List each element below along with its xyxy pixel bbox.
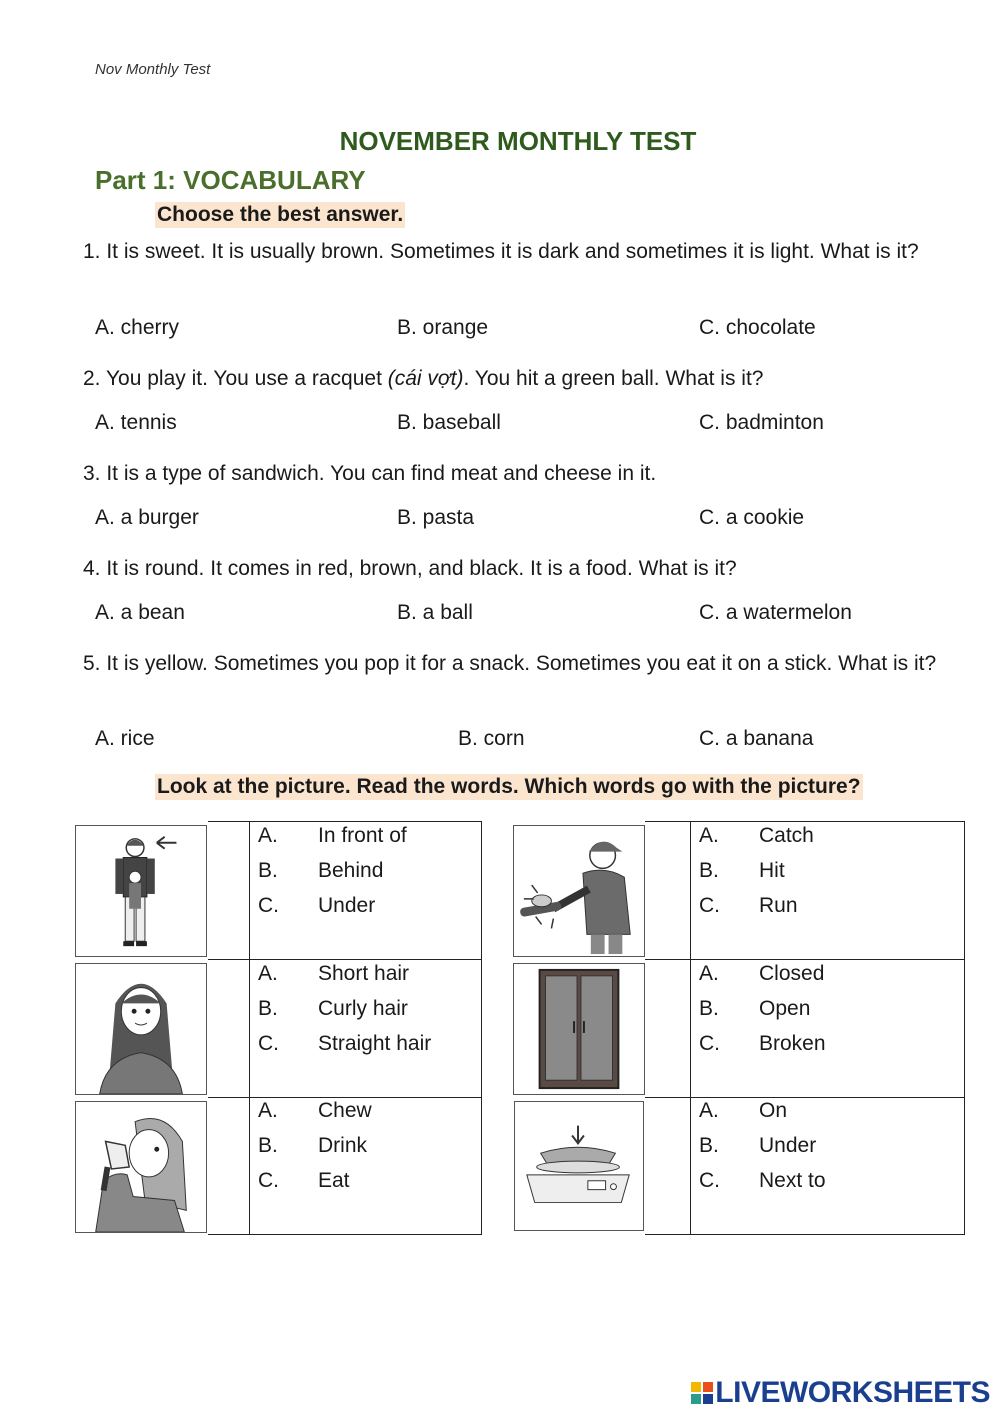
answer-6-a[interactable]: On bbox=[759, 1099, 788, 1122]
picture-on-scale bbox=[514, 1101, 644, 1231]
q5-option-b[interactable]: B. corn bbox=[458, 727, 525, 750]
answer-5-letter-c: C. bbox=[258, 1169, 279, 1192]
question-5-text: 5. It is yellow. Sometimes you pop it for a snack. Sometimes you eat it on a stick. What is it? bbox=[83, 652, 937, 675]
answer-5-b[interactable]: Drink bbox=[318, 1134, 368, 1157]
q2-option-a[interactable]: A. tennis bbox=[95, 411, 177, 434]
question-1-text: 1. It is sweet. It is usually brown. Sometimes it is dark and sometimes it is light. What is it? bbox=[83, 240, 919, 263]
answer-2-c[interactable]: Run bbox=[759, 894, 798, 917]
answer-2-b[interactable]: Hit bbox=[759, 859, 785, 882]
answer-4-letter-c: C. bbox=[699, 1032, 720, 1055]
answer-5-a[interactable]: Chew bbox=[318, 1099, 372, 1122]
answer-6-letter-a: A. bbox=[699, 1099, 719, 1122]
answer-6-letter-c: C. bbox=[699, 1169, 720, 1192]
q1-option-a[interactable]: A. cherry bbox=[95, 316, 180, 339]
answer-4-b[interactable]: Open bbox=[759, 997, 811, 1020]
answer-5-c[interactable]: Eat bbox=[318, 1169, 350, 1192]
answer-1-letter-b: B. bbox=[258, 859, 278, 882]
q5-option-c[interactable]: C. a banana bbox=[699, 727, 814, 750]
instruction-picture: Look at the picture. Read the words. Which words go with the picture? bbox=[157, 775, 861, 798]
answer-1-letter-c: C. bbox=[258, 894, 279, 917]
answer-3-c[interactable]: Straight hair bbox=[318, 1032, 432, 1055]
q3-option-c[interactable]: C. a cookie bbox=[699, 506, 805, 529]
picture-closed-wardrobe bbox=[513, 963, 645, 1095]
part-title: Part 1: VOCABULARY bbox=[95, 165, 366, 195]
answer-4-letter-a: A. bbox=[699, 962, 719, 985]
answer-1-c[interactable]: Under bbox=[318, 894, 376, 917]
header-note: Nov Monthly Test bbox=[95, 61, 211, 78]
q2-text-before: 2. You play it. You use a racquet bbox=[83, 367, 388, 390]
answer-2-letter-c: C. bbox=[699, 894, 720, 917]
answer-4-c[interactable]: Broken bbox=[759, 1032, 826, 1055]
answer-2-letter-b: B. bbox=[699, 859, 719, 882]
liveworksheets-logo-icon bbox=[691, 1378, 713, 1400]
picture-straight-hair bbox=[75, 963, 207, 1095]
liveworksheets-logo[interactable] bbox=[691, 1376, 990, 1410]
q1-option-c[interactable]: C. chocolate bbox=[699, 316, 816, 339]
q4-option-c[interactable]: C. a watermelon bbox=[699, 601, 852, 624]
answer-6-letter-b: B. bbox=[699, 1134, 719, 1157]
q3-option-a[interactable]: A. a burger bbox=[95, 506, 199, 529]
question-3-text: 3. It is a type of sandwich. You can find meat and cheese in it. bbox=[83, 462, 657, 485]
picture-drinking bbox=[75, 1101, 207, 1233]
q2-option-c[interactable]: C. badminton bbox=[699, 411, 824, 434]
answer-4-letter-b: B. bbox=[699, 997, 719, 1020]
answer-3-a[interactable]: Short hair bbox=[318, 962, 410, 985]
q3-option-b[interactable]: B. pasta bbox=[397, 506, 475, 529]
answer-2-a[interactable]: Catch bbox=[759, 824, 814, 847]
answer-2-letter-a: A. bbox=[699, 824, 719, 847]
q2-text-italic: (cái vợt) bbox=[387, 367, 464, 390]
page-title: NOVEMBER MONTHLY TEST bbox=[339, 126, 697, 156]
q2-text-after: . You hit a green ball. What is it? bbox=[463, 367, 764, 390]
answer-3-b[interactable]: Curly hair bbox=[318, 997, 408, 1020]
q4-option-b[interactable]: B. a ball bbox=[397, 601, 473, 624]
question-4-text: 4. It is round. It comes in red, brown, and black. It is a food. What is it? bbox=[83, 557, 737, 580]
liveworksheets-logo-text: LIVEWORKSHEETS bbox=[715, 1376, 990, 1409]
instruction-choose: Choose the best answer. bbox=[157, 203, 404, 226]
answer-1-letter-a: A. bbox=[258, 824, 278, 847]
picture-in-front-of bbox=[75, 825, 207, 957]
answer-5-letter-a: A. bbox=[258, 1099, 278, 1122]
question-2-text bbox=[83, 363, 963, 394]
q1-option-b[interactable]: B. orange bbox=[397, 316, 489, 339]
answer-4-a[interactable]: Closed bbox=[759, 962, 825, 985]
answer-6-b[interactable]: Under bbox=[759, 1134, 817, 1157]
q5-option-a[interactable]: A. rice bbox=[95, 727, 155, 750]
answer-1-b[interactable]: Behind bbox=[318, 859, 384, 882]
answer-5-letter-b: B. bbox=[258, 1134, 278, 1157]
answer-6-c[interactable]: Next to bbox=[759, 1169, 826, 1192]
q2-option-b[interactable]: B. baseball bbox=[397, 411, 501, 434]
answer-3-letter-c: C. bbox=[258, 1032, 279, 1055]
answer-3-letter-a: A. bbox=[258, 962, 278, 985]
q4-option-a[interactable]: A. a bean bbox=[95, 601, 185, 624]
answer-1-a[interactable]: In front of bbox=[318, 824, 407, 847]
picture-hit bbox=[513, 825, 645, 957]
answer-3-letter-b: B. bbox=[258, 997, 278, 1020]
